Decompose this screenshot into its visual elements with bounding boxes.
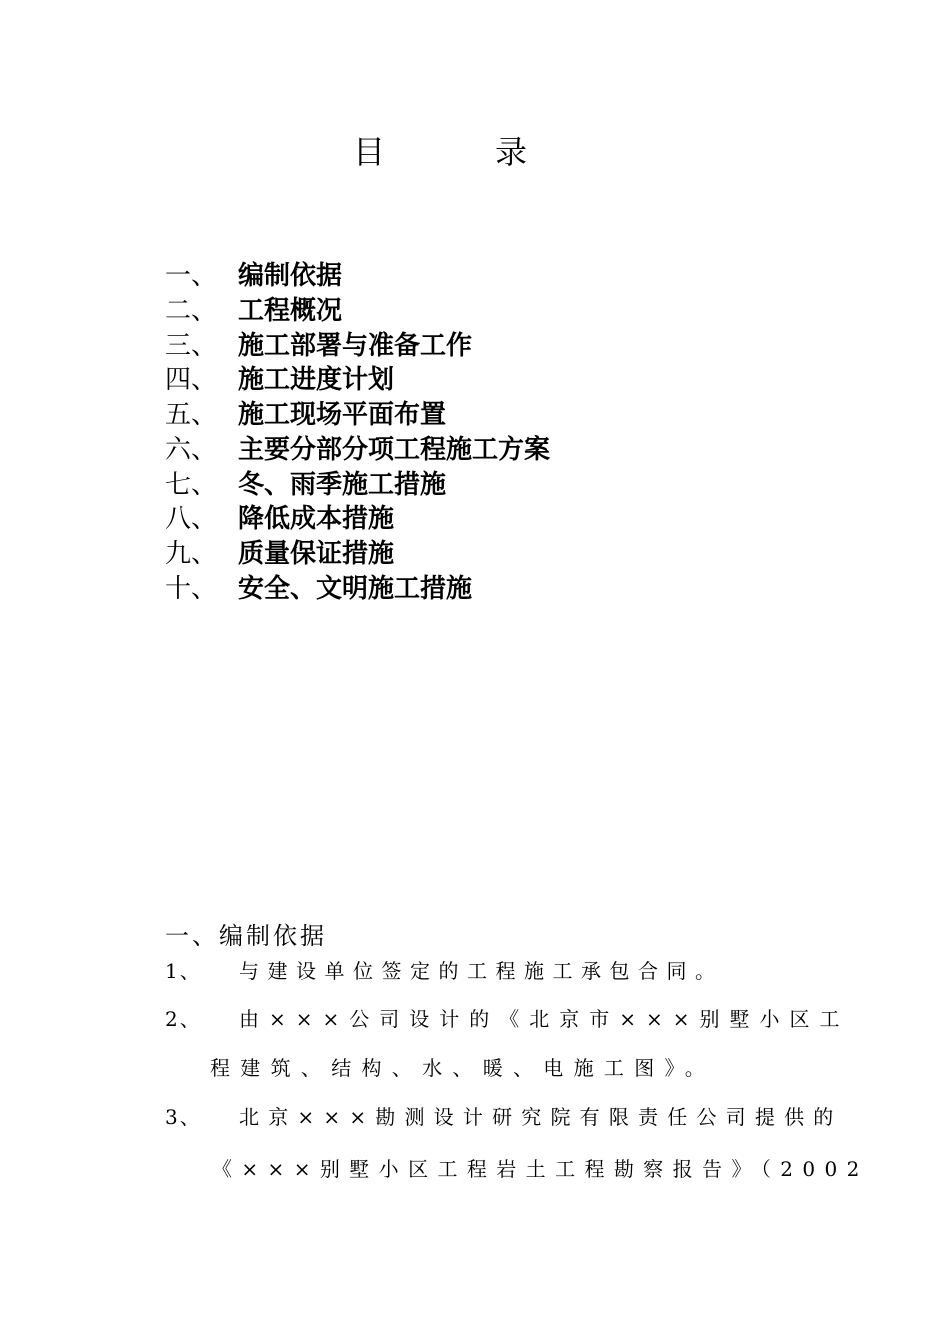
toc-item-text: 质量保证措施 [238,539,395,570]
toc-item-number: 三、 [165,330,218,361]
toc-item-text: 安全、文明施工措施 [238,574,473,605]
toc-item-text: 编制依据 [238,260,343,291]
paragraph-continuation: 《×××别墅小区工程岩土工程勘察报告》（2002 [212,1157,869,1181]
toc-item-text: 施工进度计划 [238,365,395,396]
toc-item [165,360,550,395]
toc-item-text: 降低成本措施 [238,504,395,535]
toc-title: 目录 [352,133,637,171]
toc-item-number: 八、 [165,504,218,535]
toc-item-number: 五、 [165,400,218,431]
toc-item-number: 七、 [165,469,218,500]
toc-item [165,291,550,326]
section-heading: 一、编制依据 [165,922,327,950]
toc-item [165,534,550,569]
toc-item-text: 施工现场平面布置 [238,400,447,431]
paragraph-text: 北京×××勘测设计研究院有限责任公司提供的 [239,1105,843,1129]
paragraph-line [165,956,724,986]
toc-item [165,500,550,535]
paragraph-line [165,1004,850,1034]
paragraph-number: 2、 [165,1007,202,1031]
toc-list [165,256,550,604]
paragraph-continuation: 程建筑、结构、水、暖、电施工图》。 [210,1056,716,1080]
paragraph-number: 1、 [165,959,202,983]
paragraph-number: 3、 [165,1105,202,1129]
toc-item [165,395,550,430]
toc-item-number: 十、 [165,574,218,605]
toc-item-number: 二、 [165,295,218,326]
toc-item-number: 一、 [165,260,218,291]
toc-item [165,569,550,604]
toc-item [165,430,550,465]
paragraph-text: 由×××公司设计的《北京市×××别墅小区工 [239,1007,850,1031]
toc-item-number: 四、 [165,365,218,396]
paragraph-text: 与建设单位签定的工程施工承包合同。 [239,959,724,983]
toc-item-number: 六、 [165,434,218,465]
toc-item-number: 九、 [165,539,218,570]
toc-item-text: 施工部署与准备工作 [238,330,473,361]
toc-item [165,465,550,500]
toc-item-text: 工程概况 [238,295,343,326]
paragraph-line [165,1102,842,1132]
toc-item-text: 主要分部分项工程施工方案 [238,434,551,465]
toc-item [165,256,550,291]
toc-item [165,326,550,361]
toc-item-text: 冬、雨季施工措施 [238,469,447,500]
